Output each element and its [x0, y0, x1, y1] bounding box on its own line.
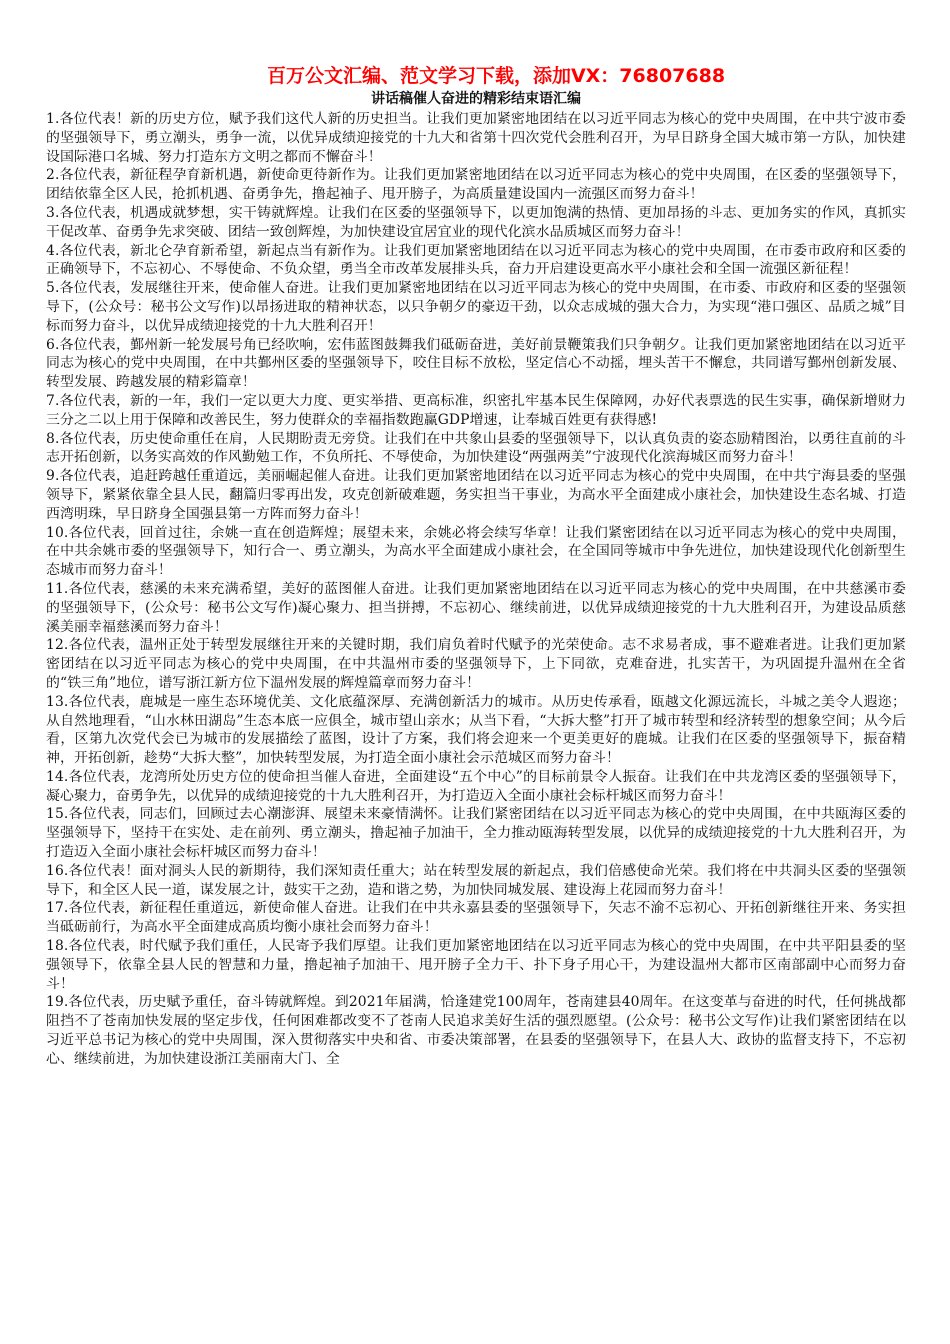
paragraph: 9.各位代表，追赶跨越任重道远，美丽崛起催人奋进。让我们更加紧密地团结在以习近平同志为核心的党中央周围，在中共宁海县委的坚强领导下，紧紧依靠全县人民，翻篇归零再出发，攻克创新破难题，务实担当干事业，为高水平全面建成小康社会，加快建设生态名城、打造西湾明珠，早日跻身全国强县第一方阵而努力奋斗！ [46, 468, 906, 522]
paragraph: 7.各位代表，新的一年，我们一定以更大力度、更实举措、更高标准，织密扎牢基本民生保障网，办好代表票选的民生实事，确保新增财力三分之二以上用于保障和改善民生，努力使群众的幸福指数跑赢GDP增速，让奉城百姓更有获得感! [46, 392, 906, 428]
paragraph: 15.各位代表，同志们，回顾过去心潮澎湃、展望未来豪情满怀。让我们紧密团结在以习近平同志为核心的党中央周围，在中共瓯海区委的坚强领导下，坚持干在实处、走在前列、勇立潮头，撸起袖子加油干，全力推动瓯海转型发展，以优异的成绩迎接党的十九大胜利召开，为打造迈入全面小康社会标杆城区而努力奋斗！ [46, 806, 906, 861]
paragraph: 5.各位代表，发展继往开来，使命催人奋进。让我们更加紧密地团结在以习近平同志为核心的党中央周围，在市委、市政府和区委的坚强领导下，(公众号：秘书公文写作)以昂扬进取的精神状态，以只争朝夕的豪迈干劲，以众志成城的强大合力，为实现“港口强区、品质之城”目标而努力奋斗，以优异成绩迎接党的十九大胜利召开！ [46, 280, 906, 334]
paragraph: 18.各位代表，时代赋予我们重任，人民寄予我们厚望。让我们更加紧密地团结在以习近平同志为核心的党中央周围，在中共平阳县委的坚强领导下，依靠全县人民的智慧和力量，撸起袖子加油干、甩开膀子全力干、扑下身子用心干，为建设温州大都市区南部副中心而努力奋斗！ [46, 938, 906, 992]
paragraph: 17.各位代表，新征程任重道远，新使命催人奋进。让我们在中共永嘉县委的坚强领导下，矢志不渝不忘初心、开拓创新继往开来、务实担当砥砺前行，为高水平全面建成高质均衡小康社会而努力奋斗！ [46, 900, 906, 936]
document-body [46, 110, 906, 1069]
paragraph: 13.各位代表，鹿城是一座生态环境优美、文化底蕴深厚、充满创新活力的城市。从历史传承看，瓯越文化源远流长，斗城之美令人遐迩；从自然地理看，“山水林田湖岛”生态本底一应俱全，城市望山亲水；从当下看，“大拆大整”打开了城市转型和经济转型的想象空间；从今后看，区第九次党代会已为城市的发展描绘了蓝图，设计了方案，我们将会迎来一个更美更好的鹿城。让我们在区委的坚强领导下，振奋精神，开拓创新，趁势“大拆大整”，加快转型发展，为打造全面小康社会示范城区而努力奋斗！ [46, 693, 906, 767]
paragraph: 12.各位代表，温州正处于转型发展继往开来的关键时期，我们肩负着时代赋予的光荣使命。志不求易者成，事不避难者进。让我们更加紧密团结在以习近平同志为核心的党中央周围，在中共温州市委的坚强领导下，上下同欲，克难奋进，扎实苦干，为巩固提升温州在全省的“铁三角”地位，谱写浙江新方位下温州发展的辉煌篇章而努力奋斗！ [46, 637, 906, 691]
paragraph: 11.各位代表，慈溪的未来充满希望，美好的蓝图催人奋进。让我们更加紧密地团结在以习近平同志为核心的党中央周围，在中共慈溪市委的坚强领导下，(公众号：秘书公文写作)凝心聚力、担当拼搏，不忘初心、继续前进，以优异成绩迎接党的十九大胜利召开，为建设品质慈溪美丽幸福慈溪而努力奋斗！ [46, 580, 906, 635]
paragraph: 14.各位代表，龙湾所处历史方位的使命担当催人奋进，全面建设“五个中心”的目标前景令人振奋。让我们在中共龙湾区委的坚强领导下，凝心聚力，奋勇争先，以优异的成绩迎接党的十九大胜利召开，为打造迈入全面小康社会标杆城区而努力奋斗！ [46, 768, 906, 804]
paragraph: 19.各位代表，历史赋予重任，奋斗铸就辉煌。到2021年届满，恰逢建党100周年，苍南建县40周年。在这变革与奋进的时代，任何挑战都阻挡不了苍南加快发展的坚定步伐，任何困难都改变不了苍南人民追求美好生活的强烈愿望。(公众号：秘书公文写作)让我们紧密团结在以习近平总书记为核心的党中央周围，深入贯彻落实中央和省、市委决策部署，在县委的坚强领导下，在县人大、政协的监督支持下，不忘初心、继续前进，为加快建设浙江美丽南大门、全 [46, 994, 906, 1067]
paragraph: 8.各位代表，历史使命重任在肩，人民期盼责无旁贷。让我们在中共象山县委的坚强领导下，以认真负责的姿态励精图治，以勇往直前的斗志开拓创新，以务实高效的作风勤勉工作，不负所托、不辱使命，为加快建设“两强两美”宁波现代化滨海城区而努力奋斗！ [46, 430, 906, 466]
paragraph: 3.各位代表，机遇成就梦想，实干铸就辉煌。让我们在区委的坚强领导下，以更加饱满的热情、更加昂扬的斗志、更加务实的作风，真抓实干促改革、奋勇争先求突破、团结一致创辉煌，为加快建设宜居宜业的现代化滨水品质城区而努力奋斗！ [46, 204, 906, 240]
promo-banner: 百万公文汇编、范文学习下载，添加VX：76807688 [266, 65, 726, 87]
paragraph: 10.各位代表，回首过往，余姚一直在创造辉煌；展望未来，余姚必将会续写华章！让我们紧密团结在以习近平同志为核心的党中央周围，在中共余姚市委的坚强领导下，知行合一、勇立潮头，为高水平全面建成小康社会，在全国同等城市中争先进位，加快建设现代化创新型生态城市而努力奋斗！ [46, 524, 906, 579]
paragraph: 1.各位代表！新的历史方位，赋予我们这代人新的历史担当。让我们更加紧密地团结在以习近平同志为核心的党中央周围，在中共宁波市委的坚强领导下，勇立潮头，勇争一流，以优异成绩迎接党的十九大和省第十四次党代会胜利召开，为早日跻身全国大城市第一方队，加快建设国际港口名城、努力打造东方文明之都而不懈奋斗！ [46, 111, 906, 165]
paragraph: 16.各位代表！面对洞头人民的新期待，我们深知责任重大；站在转型发展的新起点，我们倍感使命光荣。我们将在中共洞头区委的坚强领导下，和全区人民一道，谋发展之计，鼓实干之劲，造和谐之势，为加快同城发展、建设海上花园而努力奋斗！ [46, 862, 906, 898]
paragraph: 6.各位代表，鄞州新一轮发展号角已经吹响，宏伟蓝图鼓舞我们砥砺奋进，美好前景鞭策我们只争朝夕。让我们更加紧密地团结在以习近平同志为核心的党中央周围，在中共鄞州区委的坚强领导下，咬住目标不放松，坚定信心不动摇，埋头苦干不懈怠，共同谱写鄞州创新发展、转型发展、跨越发展的精彩篇章！ [46, 336, 906, 391]
document-title: 讲话稿催人奋进的精彩结束语汇编 [371, 91, 581, 107]
paragraph: 2.各位代表，新征程孕育新机遇，新使命更待新作为。让我们更加紧密地团结在以习近平同志为核心的党中央周围，在区委的坚强领导下，团结依靠全区人民，抢抓机遇、奋勇争先，撸起袖子、甩开膀子，为高质量建设国内一流强区而努力奋斗！ [46, 167, 906, 203]
paragraph: 4.各位代表，新北仑孕育新希望，新起点当有新作为。让我们更加紧密地团结在以习近平同志为核心的党中央周围，在市委市政府和区委的正确领导下，不忘初心、不辱使命、不负众望，勇当全市改革发展排头兵，奋力开启建设更高水平小康社会和全国一流强区新征程！ [46, 242, 906, 278]
